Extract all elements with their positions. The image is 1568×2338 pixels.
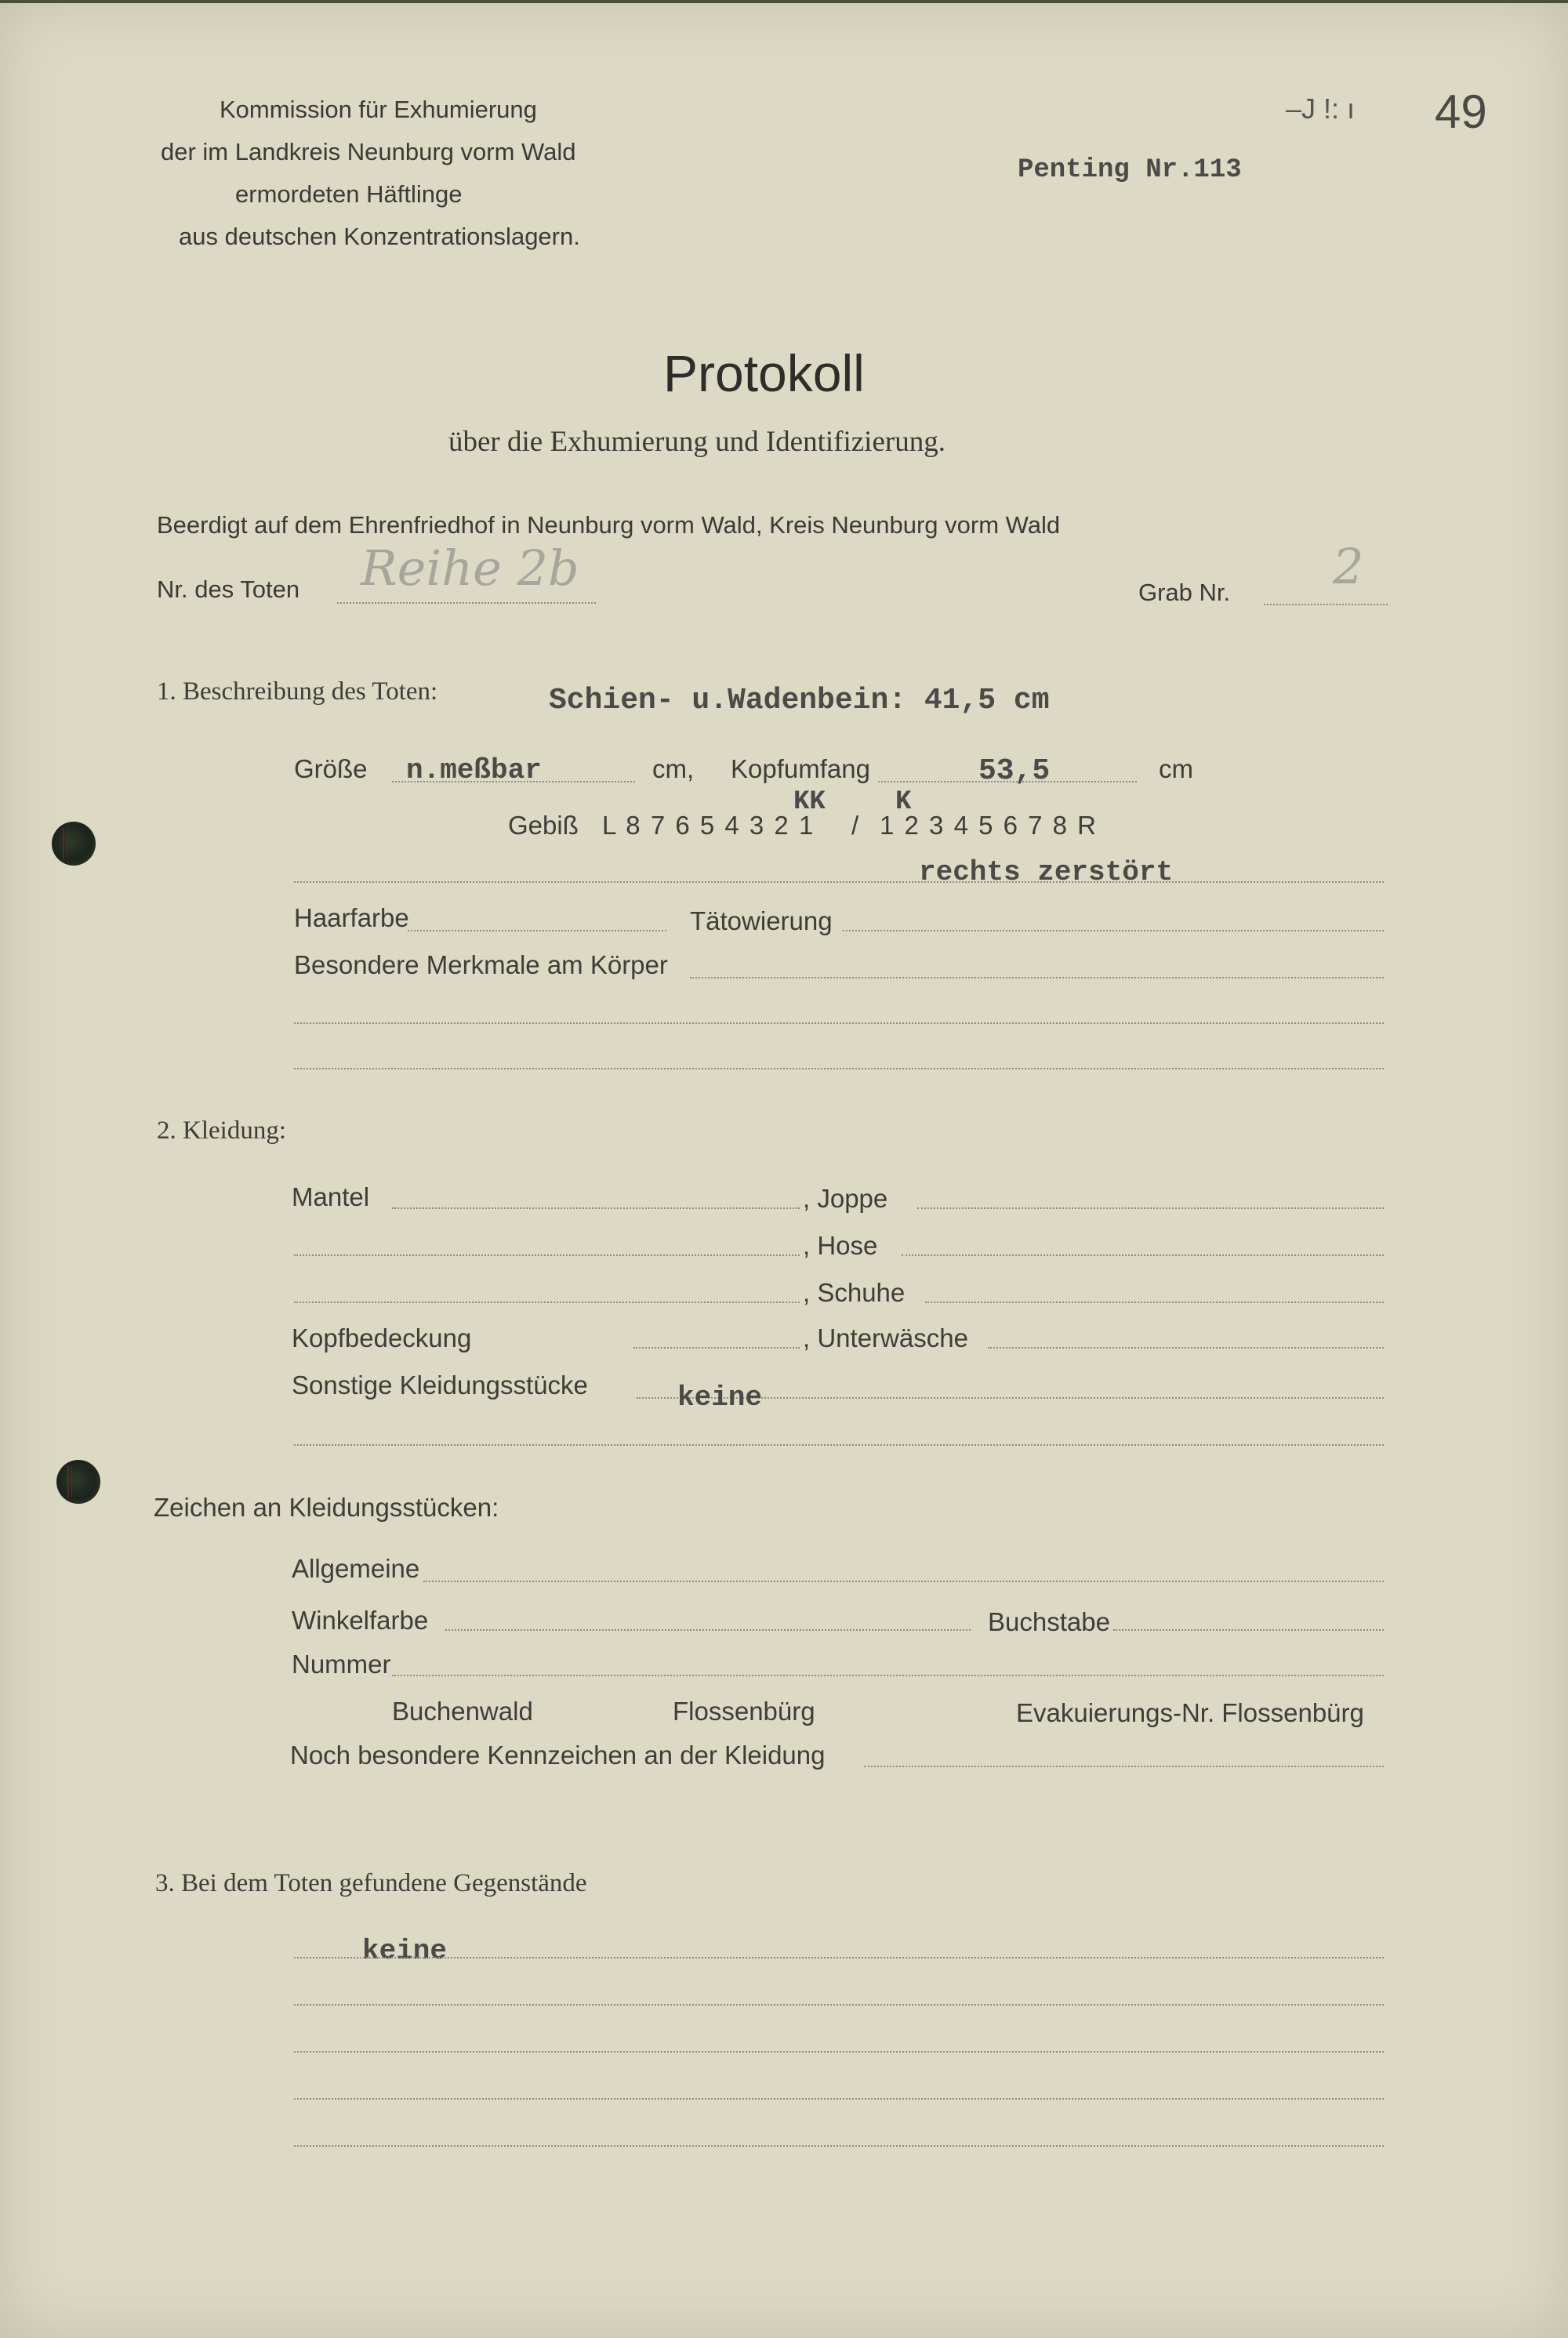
- sonstige-value: keine: [677, 1381, 763, 1414]
- section2-heading: 2. Kleidung:: [157, 1116, 286, 1145]
- noch-line: [864, 1766, 1384, 1767]
- size-label: Größe: [294, 754, 368, 783]
- joppe-label: , Joppe: [803, 1184, 888, 1213]
- hair-line: [408, 930, 666, 931]
- winkelfarbe-label: Winkelfarbe: [292, 1606, 429, 1635]
- evakuierung-label: Evakuierungs-Nr. Flossenbürg: [1016, 1698, 1364, 1727]
- sonstige-line-2: [294, 1444, 1384, 1446]
- kopfbedeckung-label: Kopfbedeckung: [292, 1323, 472, 1352]
- section3-heading: 3. Bei dem Toten gefundene Gegenstände: [155, 1869, 587, 1897]
- winkelfarbe-line: [445, 1629, 971, 1631]
- features-line-3: [294, 1068, 1384, 1069]
- dead-number-value: Reihe 2b: [361, 539, 579, 597]
- flossenbuerg-label: Flossenbürg: [673, 1697, 815, 1726]
- burial-line: Beerdigt auf dem Ehrenfriedhof in Neunburg vorm Wald, Kreis Neunburg vorm Wald: [157, 511, 1061, 539]
- page-subtitle: über die Exhumierung und Identifizierung.: [448, 426, 946, 458]
- marks-heading: Zeichen an Kleidungsstücken:: [154, 1493, 499, 1522]
- teeth-label: Gebiß: [508, 811, 579, 840]
- grave-label: Grab Nr.: [1138, 579, 1231, 606]
- teeth-note-line: [294, 881, 1384, 883]
- page-number: 49: [1435, 85, 1487, 138]
- hose-line: [902, 1254, 1384, 1256]
- hose-left-line: [294, 1254, 800, 1256]
- section1-heading: 1. Beschreibung des Toten:: [157, 677, 438, 706]
- punch-hole-top: [52, 822, 96, 866]
- features-line-1: [690, 977, 1384, 978]
- features-label: Besondere Merkmale am Körper: [294, 950, 668, 979]
- commission-line-2: der im Landkreis Neunburg vorm Wald: [161, 138, 576, 165]
- sonstige-label: Sonstige Kleidungsstücke: [292, 1370, 588, 1400]
- teeth-note: rechts zerstört: [919, 856, 1174, 888]
- page-title: Protokoll: [663, 344, 865, 402]
- size-unit: cm,: [652, 754, 695, 783]
- unterwaesche-line: [988, 1347, 1384, 1349]
- tattoo-label: Tätowierung: [690, 906, 833, 935]
- grave-line: [1264, 604, 1388, 605]
- items-line-5: [294, 2145, 1384, 2147]
- allgemeine-label: Allgemeine: [292, 1554, 420, 1583]
- punch-hole-bottom: [56, 1460, 100, 1504]
- items-line-1: [294, 1957, 1384, 1959]
- teeth-right: 1 2 3 4 5 6 7 8 R: [880, 811, 1098, 840]
- scan-edge: [0, 0, 1568, 3]
- teeth-mark-left: KK: [793, 787, 826, 817]
- corner-mark: –J !: ı: [1286, 93, 1356, 125]
- head-value: 53,5: [978, 754, 1051, 788]
- joppe-line: [917, 1207, 1384, 1209]
- kopfbedeckung-line: [633, 1347, 800, 1349]
- commission-line-3: ermordeten Häftlinge: [235, 180, 463, 208]
- items-line-4: [294, 2098, 1384, 2100]
- head-label: Kopfumfang: [731, 754, 870, 783]
- nummer-line: [392, 1675, 1384, 1676]
- head-unit: cm: [1159, 754, 1193, 783]
- nummer-label: Nummer: [292, 1650, 391, 1679]
- hair-label: Haarfarbe: [294, 903, 409, 932]
- buchstabe-line: [1113, 1629, 1384, 1631]
- schuhe-line: [925, 1302, 1384, 1303]
- section3-value: keine: [362, 1935, 448, 1967]
- size-value: n.meßbar: [406, 754, 542, 786]
- tattoo-line: [843, 930, 1384, 931]
- allgemeine-line: [423, 1581, 1384, 1582]
- buchenwald-label: Buchenwald: [392, 1697, 533, 1726]
- mantel-label: Mantel: [292, 1182, 370, 1211]
- unterwaesche-label: , Unterwäsche: [803, 1323, 968, 1352]
- commission-line-1: Kommission für Exhumierung: [220, 96, 537, 123]
- buchstabe-label: Buchstabe: [988, 1607, 1110, 1636]
- schuhe-label: , Schuhe: [803, 1278, 906, 1307]
- commission-line-4: aus deutschen Konzentrationslagern.: [179, 223, 580, 250]
- teeth-left: L 8 7 6 5 4 3 2 1: [602, 811, 815, 840]
- noch-label: Noch besondere Kennzeichen an der Kleidung: [290, 1741, 826, 1770]
- stamp-reference: Penting Nr.113: [1018, 155, 1242, 185]
- hose-label: , Hose: [803, 1231, 878, 1260]
- items-line-2: [294, 2004, 1384, 2006]
- section1-typed-note: Schien- u.Wadenbein: 41,5 cm: [549, 684, 1050, 717]
- schuhe-left-line: [294, 1302, 800, 1303]
- dead-number-label: Nr. des Toten: [157, 575, 300, 603]
- mantel-line: [392, 1207, 800, 1209]
- dead-number-line: [337, 602, 596, 604]
- items-line-3: [294, 2051, 1384, 2053]
- grave-value: 2: [1333, 538, 1364, 595]
- teeth-mark-right: K: [895, 787, 912, 817]
- features-line-2: [294, 1022, 1384, 1024]
- teeth-separator: /: [851, 811, 859, 840]
